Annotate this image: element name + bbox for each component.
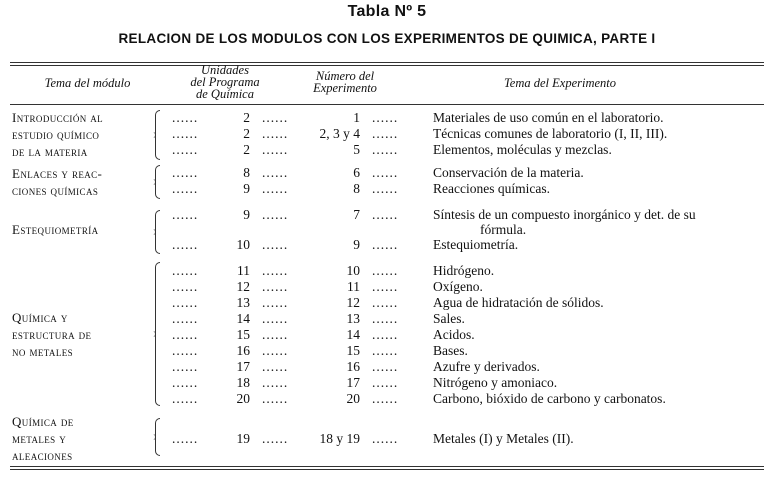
group-enlaces: Enlaces y reac- ciones químicas [12, 166, 103, 198]
table-row: ...... 17 ...... 16 ...... Azufre y derivados. [172, 359, 540, 374]
bottom-rule-double [10, 469, 764, 470]
bottom-rule [10, 466, 764, 467]
table-row: ...... 9 ...... 8 ...... Reacciones químicas. [172, 181, 550, 196]
table-row: ...... 20 ...... 20 ...... Carbono, bióxido de carbono y carbonatos. [172, 391, 666, 406]
table-row: ...... 9 ...... 7 ...... Síntesis de un compuesto inorgánico y det. de su [172, 207, 696, 222]
group-metales: Química de metales y aleaciones [12, 414, 74, 463]
group-introduccion: Introducción al estudio químico de la materia [12, 110, 104, 159]
table-title: Tabla Nº 5 [347, 3, 427, 20]
table-row: ...... 18 ...... 17 ...... Nitrógeno y amoniaco. [172, 375, 558, 390]
table-row: ...... 19 ...... 18 y 19 ...... Metales (I) y Metales (II). [172, 431, 574, 446]
group-no-metales: Química y estructura de no metales [12, 310, 92, 359]
table-row: ...... 13 ...... 12 ...... Agua de hidratación de sólidos. [172, 295, 604, 310]
table-row: ...... 2 ...... 5 ...... Elementos, moléculas y mezclas. [172, 142, 612, 157]
header-rule [10, 104, 764, 105]
table-row: ...... 12 ...... 11 ...... Oxígeno. [172, 279, 483, 294]
table-row: ...... 8 ...... 6 ...... Conservación de la materia. [172, 165, 584, 180]
table-row-continuation: fórmula. [480, 222, 527, 237]
header-numero-experimento: Número del Experimento [313, 69, 377, 95]
group-estequiometria: Estequiometría [12, 222, 99, 237]
header-tema-experimento: Tema del Experimento [503, 76, 617, 90]
table-row: ...... 10 ...... 9 ...... Estequiometría. [172, 237, 519, 252]
table-row: ...... 16 ...... 15 ...... Bases. [172, 343, 468, 358]
table-row: ...... 2 ...... 1 ...... Materiales de uso común en el laboratorio. [172, 110, 664, 125]
header-tema-modulo: Tema del módulo [44, 76, 131, 90]
header-unidades: Unidades del Programa de Química [190, 63, 260, 101]
table-row: ...... 2 ...... 2, 3 y 4 ...... Técnicas comunes de laboratorio (I, II, III). [172, 126, 668, 141]
top-rule [10, 62, 764, 63]
table-row: ...... 11 ...... 10 ...... Hidrógeno. [172, 263, 495, 278]
table-row: ...... 15 ...... 14 ...... Acidos. [172, 327, 475, 342]
table-subtitle: RELACION DE LOS MODULOS CON LOS EXPERIMENTOS DE QUIMICA, PARTE I [118, 31, 656, 46]
table-row: ...... 14 ...... 13 ...... Sales. [172, 311, 465, 326]
top-rule-double [10, 65, 764, 66]
